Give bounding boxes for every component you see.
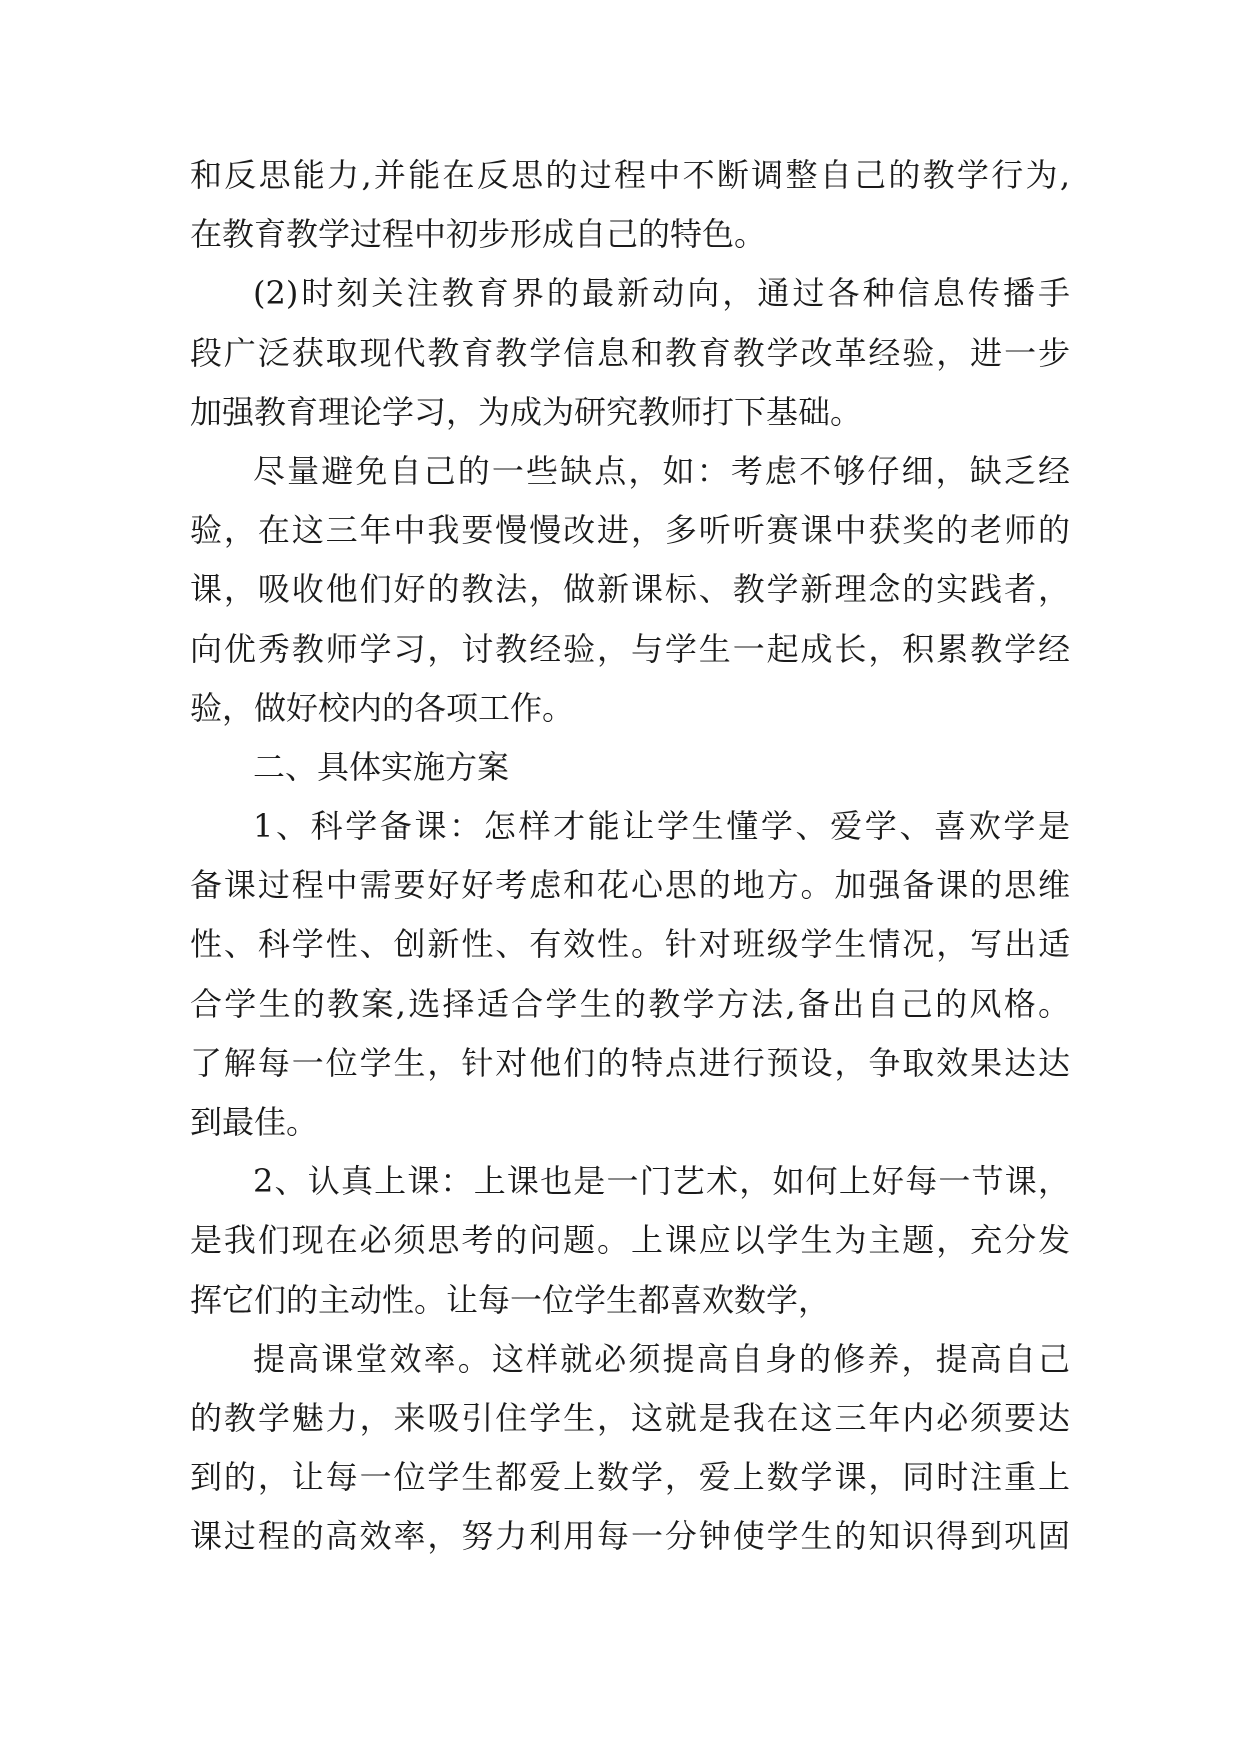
text-line: 尽量避免自己的一些缺点，如：考虑不够仔细，缺乏经 (253, 451, 1070, 490)
text-line: 验，在这三年中我要慢慢改进，多听听赛课中获奖的老师的 (190, 511, 1070, 550)
text-line: 到的，让每一位学生都爱上数学，爱上数学课，同时注重上 (190, 1458, 1070, 1497)
text-line: 和反思能力,并能在反思的过程中不断调整自己的教学行为, (190, 156, 1070, 194)
text-line: 2、认真上课：上课也是一门艺术，如何上好每一节课， (253, 1162, 1070, 1201)
text-line: 备课过程中需要好好考虑和花心思的地方。加强备课的思维 (190, 866, 1070, 905)
text-line: 合学生的教案,选择适合学生的教学方法,备出自己的风格。 (190, 984, 1070, 1023)
text-line: 是我们现在必须思考的问题。上课应以学生为主题，充分发 (190, 1221, 1070, 1260)
document-body (190, 146, 1070, 1567)
text-line: 了解每一位学生，针对他们的特点进行预设，争取效果达达 (190, 1043, 1070, 1082)
text-line: 在教育教学过程中初步形成自己的特色。 (190, 215, 767, 254)
text-line: 提高课堂效率。这样就必须提高自身的修养，提高自己 (253, 1339, 1070, 1378)
text-line: 课过程的高效率，努力利用每一分钟使学生的知识得到巩固 (190, 1517, 1070, 1556)
text-line: (2)时刻关注教育界的最新动向，通过各种信息传播手 (253, 274, 1070, 313)
text-line: 课，吸收他们好的教法，做新课标、教学新理念的实践者， (190, 570, 1070, 609)
text-line: 1、科学备课：怎样才能让学生懂学、爱学、喜欢学是 (253, 807, 1070, 846)
text-line: 加强教育理论学习，为成为研究教师打下基础。 (190, 392, 863, 431)
text-line: 性、科学性、创新性、有效性。针对班级学生情况，写出适 (190, 925, 1070, 964)
text-line: 的教学魅力，来吸引住学生，这就是我在这三年内必须要达 (190, 1398, 1070, 1437)
text-line: 段广泛获取现代教育教学信息和教育教学改革经验，进一步 (190, 333, 1070, 372)
text-line: 向优秀教师学习，讨教经验，与学生一起成长，积累教学经 (190, 629, 1070, 668)
text-line: 二、具体实施方案 (253, 747, 510, 786)
text-line: 挥它们的主动性。让每一位学生都喜欢数学， (190, 1280, 831, 1319)
text-line: 验，做好校内的各项工作。 (190, 688, 575, 727)
text-line: 到最佳。 (190, 1103, 319, 1141)
